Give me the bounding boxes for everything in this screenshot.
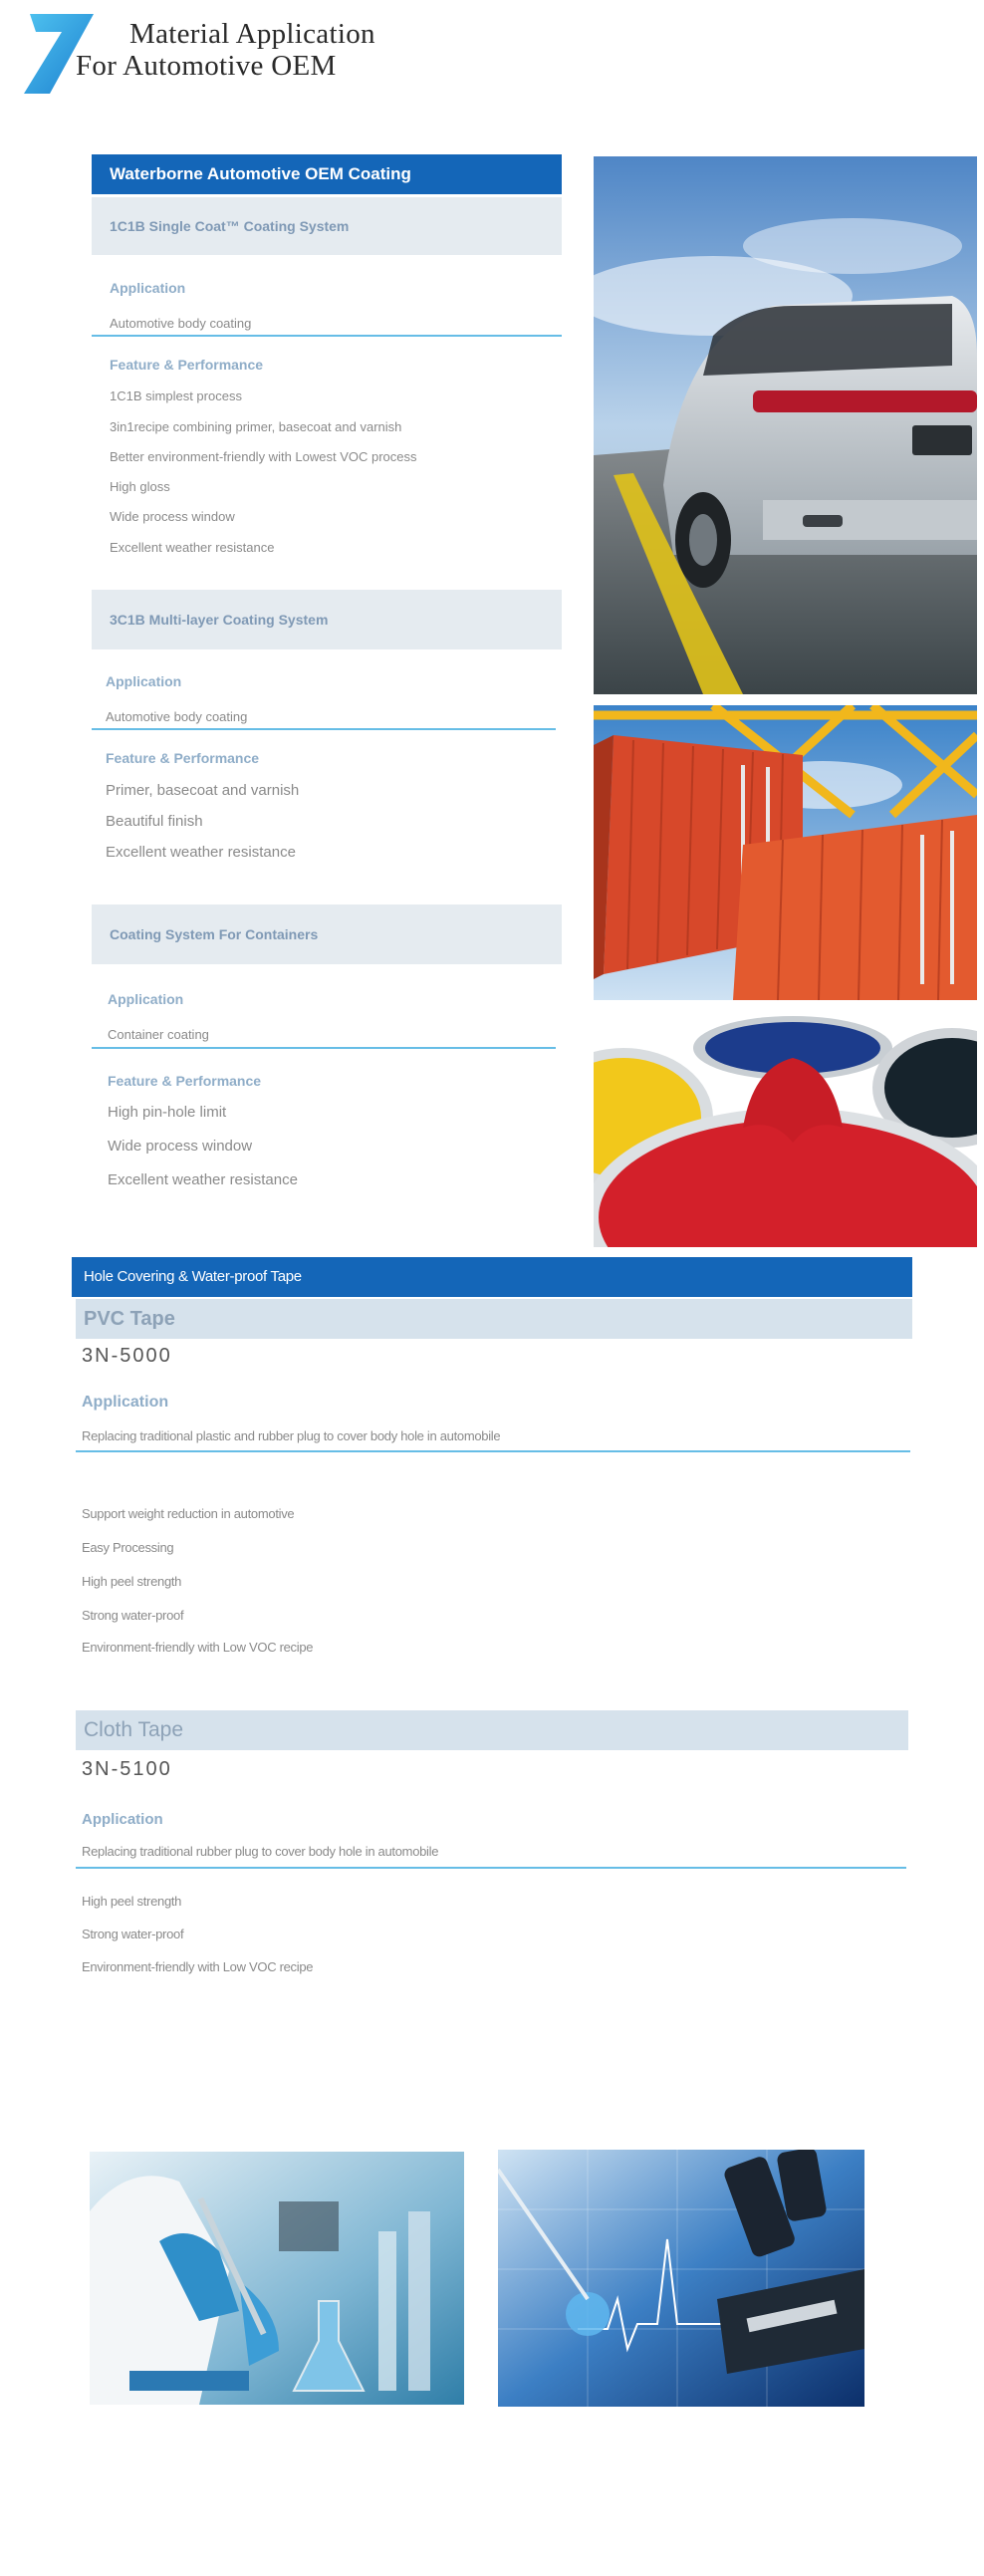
pvc-application-label: Application — [82, 1394, 169, 1411]
pvc-tape-code: 3N-5000 — [82, 1345, 172, 1367]
cloth-feature: Strong water-proof — [82, 1927, 184, 1941]
divider — [92, 1047, 556, 1049]
divider — [76, 1867, 906, 1869]
system1-feature: Wide process window — [110, 509, 235, 524]
containers-photo — [594, 705, 977, 1000]
system1-feature: 3in1recipe combining primer, basecoat and varnish — [110, 419, 402, 434]
pvc-feature: Easy Processing — [82, 1540, 174, 1555]
page-title: Material Application — [129, 18, 375, 50]
page-subtitle: For Automotive OEM — [76, 50, 337, 82]
system2-feature-label: Feature & Performance — [106, 750, 260, 766]
system3-feature: Excellent weather resistance — [108, 1171, 298, 1188]
lab-scientist-photo — [90, 2152, 464, 2405]
cloth-feature: High peel strength — [82, 1894, 182, 1909]
cloth-tape-title: Cloth Tape — [76, 1710, 908, 1750]
system3-application: Container coating — [108, 1027, 209, 1042]
system3-feature: High pin-hole limit — [108, 1104, 227, 1121]
system2-feature: Excellent weather resistance — [106, 844, 296, 861]
pvc-feature: High peel strength — [82, 1574, 182, 1589]
system1-feature-label: Feature & Performance — [110, 357, 264, 373]
system3-feature: Wide process window — [108, 1138, 253, 1155]
tape-section-title: Hole Covering & Water-proof Tape — [72, 1257, 912, 1297]
system3-title-text: Coating System For Containers — [110, 926, 319, 942]
pvc-tape-title: PVC Tape — [76, 1299, 912, 1339]
system1-title-text: 1C1B Single Coat™ Coating System — [110, 218, 350, 234]
system3-feature-label: Feature & Performance — [108, 1073, 262, 1089]
pvc-feature: Environment-friendly with Low VOC recipe — [82, 1640, 314, 1655]
cloth-feature: Environment-friendly with Low VOC recipe — [82, 1959, 314, 1974]
system2-application-label: Application — [106, 673, 182, 689]
divider — [92, 728, 556, 730]
system1-feature: 1C1B simplest process — [110, 388, 242, 403]
system2-feature: Beautiful finish — [106, 813, 203, 830]
pvc-feature: Support weight reduction in automotive — [82, 1506, 295, 1521]
system1-feature: Excellent weather resistance — [110, 540, 275, 555]
coating-section-title: Waterborne Automotive OEM Coating — [92, 154, 562, 194]
pvc-application: Replacing traditional plastic and rubber plug to cover body hole in automobile — [82, 1428, 501, 1443]
system2-feature: Primer, basecoat and varnish — [106, 782, 300, 799]
system1-feature: Better environment-friendly with Lowest VOC process — [110, 449, 417, 464]
divider — [92, 335, 562, 337]
system1-title — [92, 197, 562, 255]
microscope-photo — [498, 2150, 864, 2407]
system1-feature: High gloss — [110, 479, 170, 494]
cloth-application: Replacing traditional rubber plug to cover body hole in automobile — [82, 1844, 439, 1859]
car-photo — [594, 156, 977, 694]
divider — [76, 1450, 910, 1452]
system2-title-text: 3C1B Multi-layer Coating System — [110, 612, 329, 628]
paint-cans-photo — [594, 1008, 977, 1247]
system3-title — [92, 904, 562, 964]
cloth-tape-code: 3N-5100 — [82, 1758, 172, 1780]
system3-application-label: Application — [108, 991, 184, 1007]
system1-application: Automotive body coating — [110, 316, 252, 331]
pvc-feature: Strong water-proof — [82, 1608, 184, 1623]
cloth-application-label: Application — [82, 1811, 163, 1828]
system2-application: Automotive body coating — [106, 709, 248, 724]
system1-application-label: Application — [110, 280, 186, 296]
system2-title — [92, 590, 562, 649]
